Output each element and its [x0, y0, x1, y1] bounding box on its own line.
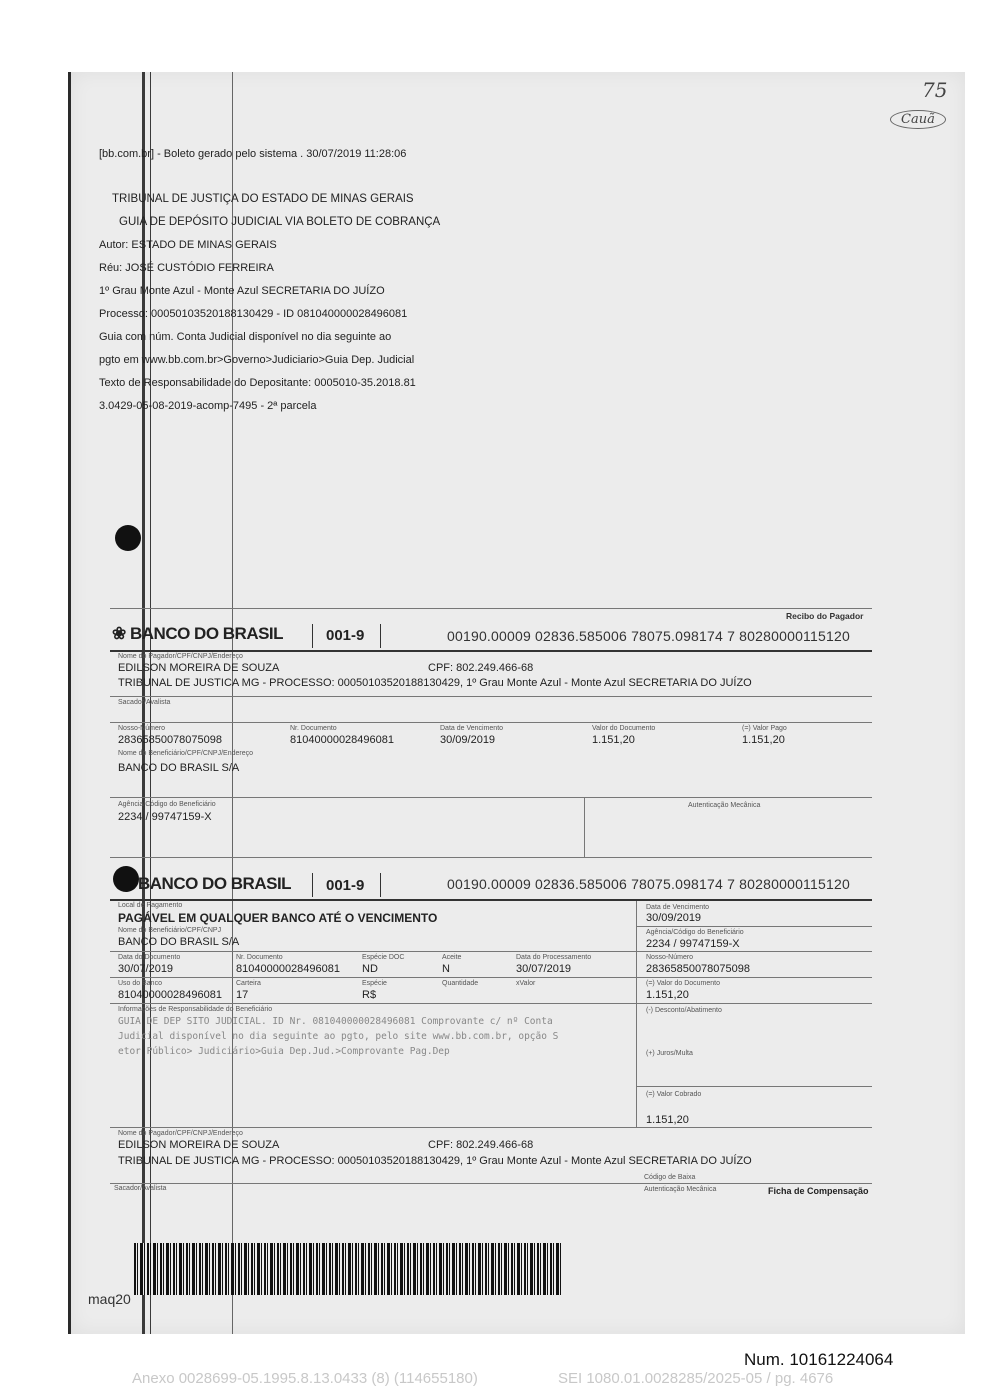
punch-hole [115, 525, 141, 551]
sei-reference: SEI 1080.01.0028285/2025-05 / pg. 4676 [558, 1370, 834, 1387]
handwritten-page-number: 75 [922, 78, 948, 102]
especie-doc: ND [362, 963, 378, 975]
field-label: Espécie DOC [362, 954, 405, 961]
field-label: Sacador/Avalista [114, 1185, 167, 1192]
payer-address: TRIBUNAL DE JUSTICA MG - PROCESSO: 00050103520188130429, 1º Grau Monte Azul - Monte Azul SECRETARIA DO JUÍZO [118, 677, 752, 689]
digitable-line: 00190.00009 02836.585006 78075.098174 7 80280000115120 [447, 876, 850, 892]
field-label: Nome do Beneficiário/CPF/CNPJ/Endereço [118, 750, 254, 757]
field-label: Sacador/Avalista [118, 699, 171, 706]
bank-code: 001-9 [326, 627, 365, 644]
especie: R$ [362, 989, 377, 1001]
bank-logo [138, 874, 291, 894]
field-label: (=) Valor Pago [742, 725, 787, 732]
data-documento: 30/07/2019 [118, 963, 174, 975]
nr-documento: 81040000028496081 [236, 963, 341, 975]
field-label: Local de Pagamento [118, 902, 183, 909]
field-label: Valor do Documento [592, 725, 656, 732]
bank-code: 001-9 [326, 877, 365, 894]
field-label: (+) Juros/Multa [646, 1050, 693, 1057]
field-label: xValor [516, 980, 536, 987]
field-label: Espécie [362, 980, 387, 987]
info-line: Judicial disponível no dia seguinte ao pgto, pelo site www.bb.com.br, opção S [118, 1031, 559, 1042]
field-label: Nr. Documento [236, 954, 283, 961]
valor-documento: 1.151,20 [646, 989, 689, 1001]
field-label: Nome do Beneficiário/CPF/CNPJ [118, 927, 222, 934]
header-line: [bb.com.br] - Boleto gerado pelo sistema . 30/07/2019 11:28:06 [99, 148, 407, 160]
header-line: TRIBUNAL DE JUSTIÇA DO ESTADO DE MINAS GERAIS [112, 193, 414, 205]
nosso-numero: 28365850078075098 [118, 734, 223, 746]
field-label: (-) Desconto/Abatimento [646, 1007, 722, 1014]
field-label: Informações de Responsabilidade do Beneficiário [118, 1006, 273, 1013]
field-label: Autenticação Mecânica [688, 802, 761, 809]
annex-reference: Anexo 0028699-05.1995.8.13.0433 (8) (114655180) [132, 1370, 478, 1387]
payer-name: EDILSON MOREIRA DE SOUZA [118, 662, 280, 674]
payer-cpf: CPF: 802.249.466-68 [428, 1139, 534, 1151]
field-label: Uso do Banco [118, 980, 162, 987]
vencimento: 30/09/2019 [646, 912, 702, 924]
agencia: 2234 / 99747159-X [118, 811, 212, 823]
field-label: Agência/Código do Beneficiário [646, 929, 744, 936]
digitable-line: 00190.00009 02836.585006 78075.098174 7 80280000115120 [447, 628, 850, 644]
field-label: (=) Valor Cobrado [646, 1091, 702, 1098]
local-pagamento: PAGÁVEL EM QUALQUER BANCO ATÉ O VENCIMENTO [118, 911, 438, 925]
beneficiario: BANCO DO BRASIL S/A [118, 936, 240, 948]
bank-name: BANCO DO BRASIL [138, 874, 292, 893]
field-label: (=) Valor do Documento [646, 980, 720, 987]
valor-documento: 1.151,20 [592, 734, 635, 746]
receipt-title: Recibo do Pagador [786, 611, 864, 621]
handwritten-initials: Cauã [890, 110, 946, 129]
carteira: 17 [236, 989, 249, 1001]
scan-label: maq20 [88, 1291, 131, 1307]
data-processamento: 30/07/2019 [516, 963, 572, 975]
info-line: etor Público> Judiciário>Guia Dep.Jud.>Comprovante Pag.Dep [118, 1046, 450, 1057]
payer-cpf: CPF: 802.249.466-68 [428, 662, 534, 674]
field-label: Nosso-Número [646, 954, 694, 961]
bank-logo-icon: ❀ [112, 624, 126, 643]
document-number: Num. 10161224064 [744, 1350, 894, 1369]
ficha-compensacao-label: Ficha de Compensação [768, 1186, 869, 1196]
field-label: Nr. Documento [290, 725, 337, 732]
field-label: Nome do Pagador/CPF/CNPJ/Endereço [118, 653, 243, 660]
valor-pago: 1.151,20 [742, 734, 785, 746]
header-line: Processo: 00050103520188130429 - ID 081040000028496081 [99, 308, 408, 320]
header-line: Réu: JOSÉ CUSTÓDIO FERREIRA [99, 262, 274, 274]
header-line: Autor: ESTADO DE MINAS GERAIS [99, 239, 277, 251]
beneficiario: BANCO DO BRASIL S/A [118, 762, 240, 774]
field-label: Código de Baixa [644, 1174, 696, 1181]
bank-logo [112, 624, 283, 644]
valor-cobrado: 1.151,20 [646, 1114, 689, 1126]
field-label: Carteira [236, 980, 261, 987]
header-line: Guia com núm. Conta Judicial disponível no dia seguinte ao [99, 331, 392, 343]
barcode [134, 1243, 562, 1295]
field-label: Data do Documento [118, 954, 181, 961]
field-label: Nosso-Número [118, 725, 166, 732]
punch-hole [113, 866, 139, 892]
payer-name: EDILSON MOREIRA DE SOUZA [118, 1139, 280, 1151]
info-line: GUIA DE DEP SITO JUDICIAL. ID Nr. 081040000028496081 Comprovante c/ nº Conta [118, 1016, 553, 1027]
bank-name: BANCO DO BRASIL [129, 624, 284, 643]
field-label: Quantidade [442, 980, 479, 987]
field-label: Agência/Código do Beneficiário [118, 801, 216, 808]
nr-documento: 81040000028496081 [290, 734, 395, 746]
header-line: GUIA DE DEPÓSITO JUDICIAL VIA BOLETO DE COBRANÇA [119, 216, 441, 228]
header-line: 1º Grau Monte Azul - Monte Azul SECRETARIA DO JUÍZO [99, 285, 385, 297]
field-label: Aceite [442, 954, 462, 961]
vencimento: 30/09/2019 [440, 734, 496, 746]
nosso-numero: 28365850078075098 [646, 963, 751, 975]
aceite: N [442, 963, 450, 975]
field-label: Data do Processamento [516, 954, 592, 961]
header-line: Texto de Responsabilidade do Depositante: 0005010-35.2018.81 [99, 377, 416, 389]
payer-address: TRIBUNAL DE JUSTICA MG - PROCESSO: 00050103520188130429, 1º Grau Monte Azul - Monte Azul SECRETARIA DO JUÍZO [118, 1155, 752, 1167]
field-label: Data de Vencimento [440, 725, 504, 732]
field-label: Autenticação Mecânica [644, 1186, 717, 1193]
header-line: pgto em www.bb.com.br>Governo>Judiciario>Guia Dep. Judicial [99, 354, 415, 366]
agencia: 2234 / 99747159-X [646, 938, 740, 950]
header-line: 3.0429-05-08-2019-acomp-7495 - 2ª parcela [99, 400, 317, 412]
field-label: Data de Vencimento [646, 904, 710, 911]
field-label: Nome do Pagador/CPF/CNPJ/Endereço [118, 1130, 243, 1137]
uso-banco: 81040000028496081 [118, 989, 223, 1001]
